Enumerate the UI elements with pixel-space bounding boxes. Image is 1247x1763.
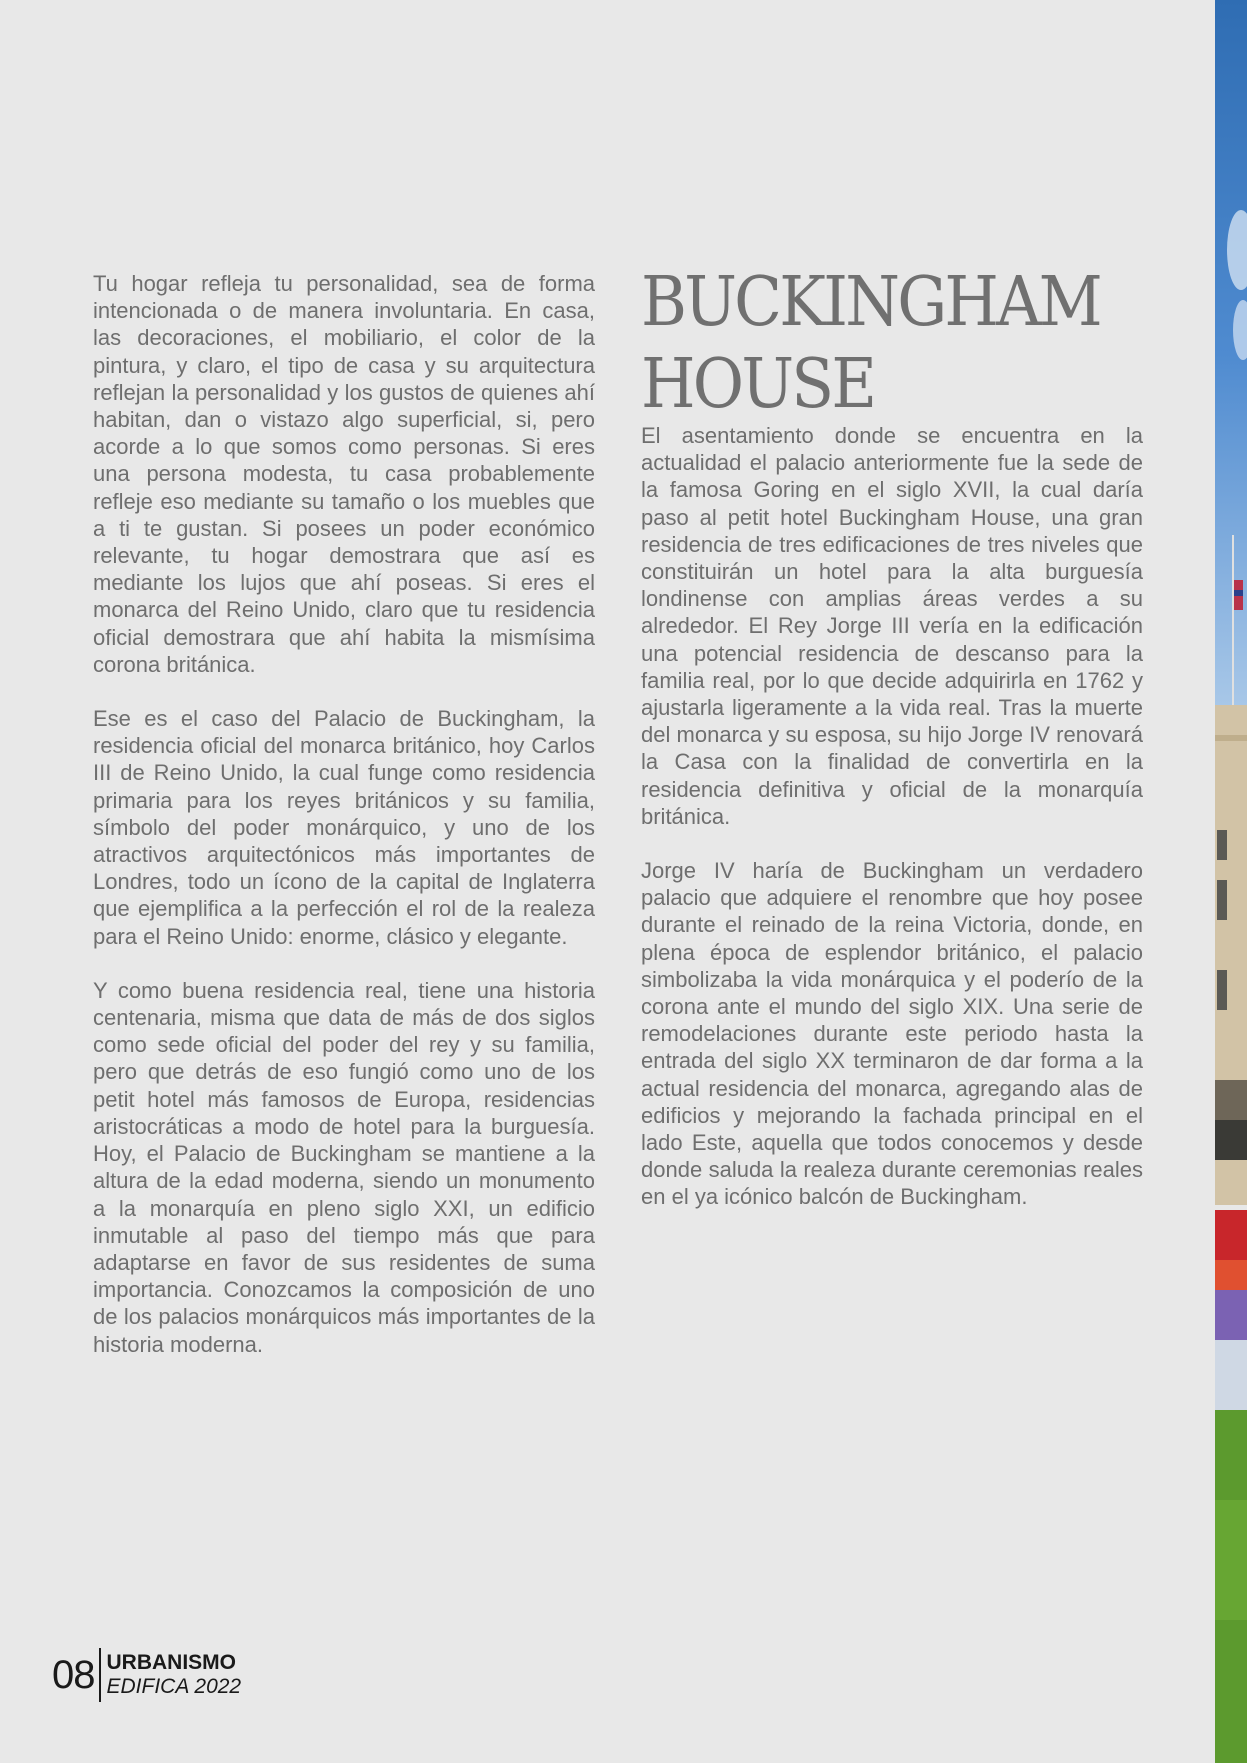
page-number: 08: [52, 1652, 95, 1697]
paragraph-2: Ese es el caso del Palacio de Buckingham, la residencia oficial del monarca británico, hoy Carlos III de Reino Unido, la cual funge como residencia primaria para los reyes británicos y su familia, símbolo del poder monárquico, y uno de los atractivos arquitectónicos más importantes de Londres, todo un ícono de la capital de Inglaterra que ejemplifica a la perfección el rol de la realeza para el Reino Unido: enorme, clásico y elegante.: [93, 706, 595, 949]
footer-labels: [107, 1651, 242, 1699]
footer-divider: [99, 1648, 101, 1702]
publication-name: EDIFICA 2022: [106, 1675, 242, 1698]
paragraph-4: El asentamiento donde se encuentra en la actualidad el palacio anteriormente fue la sede de la famosa Goring en el siglo XVII, la cual daría paso al petit hotel Buckingham House, una gran residencia de tres edificaciones de tres niveles que constituirán un hotel para la alta burguesía londinense con amplias áreas verdes a su alrededor. El Rey Jorge III vería en la edificación una potencial residencia de descanso para la familia real, por lo que decide adquirirla en 1762 y ajustarla ligeramente a la vida real. Tras la muerte del monarca y su esposa, su hijo Jorge IV renovará la Casa con la finalidad de convertirla en la residencia definitiva y oficial de la monarquía británica.: [641, 423, 1143, 829]
palace-photo-strip: [1215, 0, 1247, 1763]
article-title: [641, 262, 1100, 426]
section-name: URBANISMO: [106, 1651, 236, 1674]
flag-pole: [1232, 535, 1234, 710]
title-line-1: BUCKINGHAM: [641, 263, 1100, 342]
white-flowers: [1215, 1340, 1247, 1410]
title-line-2: HOUSE: [641, 345, 875, 424]
paragraph-5: Jorge IV haría de Buckingham un verdadero palacio que adquiere el renombre que hoy posee durante el reinado de la reina Victoria, donde, en plena época de esplendor británico, el palacio simbolizaba la vida monárquica y el poderío de la corona ante el mundo del siglo XIX. Una serie de remodelaciones durante este periodo hasta la entrada del siglo XX terminaron de dar forma a la actual residencia del monarca, agregando alas de edificios y mejorando la fachada principal en el lado Este, aquella que todos conocemos y desde donde saluda la realeza durante ceremonias reales en el ya icónico balcón de Buckingham.: [641, 858, 1143, 1210]
left-column: [93, 270, 595, 1385]
paragraph-3: Y como buena residencia real, tiene una historia centenaria, misma que data de más de dos siglos como sede oficial del poder del rey y su familia, pero que detrás de eso fungió como uno de los petit hotel más famosos de Europa, residencias aristocráticas a modo de hotel para la burguesía. Hoy, el Palacio de Buckingham se mantiene a la altura de la edad moderna, siendo un monumento a la monarquía en pleno siglo XXI, un edificio inmutable al paso del tiempo más que para adaptarse en favor de sus residentes de suma importancia. Conozcamos la composición de uno de los palacios monárquicos más importantes de la historia moderna.: [93, 977, 595, 1357]
page-footer: [52, 1648, 241, 1702]
purple-flowers: [1215, 1290, 1247, 1340]
paragraph-1: Tu hogar refleja tu personalidad, sea de forma intencionada o de manera involuntaria. En casa, las decoraciones, el mobiliario, el color de la pintura, y claro, el tipo de casa y su arquitectura reflejan la personalidad y los gustos de quienes ahí habitan, dan o vistazo algo superficial, si, pero acorde a lo que somos como personas. Si eres una persona modesta, tu casa probablemente refleje eso mediante su tamaño o los muebles que a ti te gustan. Si posees un poder económico relevante, tu hogar demostrara que así es mediante los lujos que ahí poseas. Si eres el monarca del Reino Unido, claro que tu residencia oficial demostrara que ahí habita la mismísima corona británica.: [93, 271, 595, 677]
right-column: [641, 422, 1143, 1238]
palace-photo: [1215, 0, 1247, 1763]
